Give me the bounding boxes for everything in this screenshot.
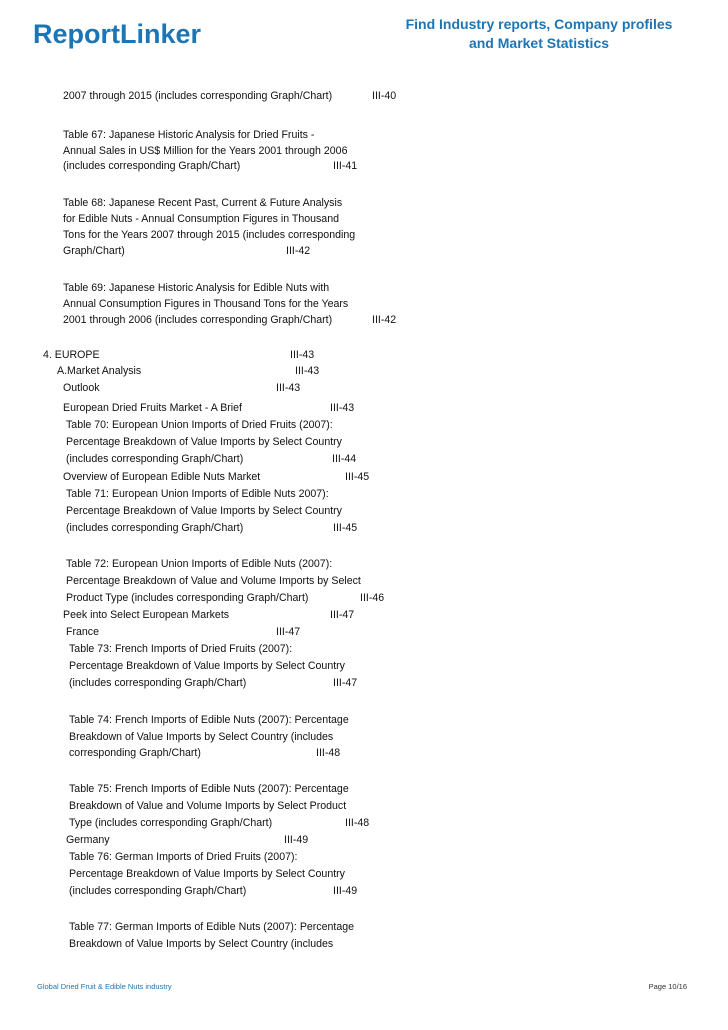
toc-entry-text: for Edible Nuts - Annual Consumption Figures in Thousand	[63, 213, 339, 225]
toc-entry-text: Breakdown of Value Imports by Select Country (includes	[69, 731, 334, 743]
toc-entry-page: III-49	[333, 885, 358, 897]
toc-entry-text: Percentage Breakdown of Value and Volume Imports by Select	[66, 575, 361, 587]
toc-entry-text: Breakdown of Value Imports by Select Country (includes	[69, 938, 334, 950]
toc-entry-page: III-42	[286, 245, 311, 257]
toc-entry-page: III-43	[295, 365, 320, 377]
footer-report-title[interactable]: Global Dried Fruit & Edible Nuts industry	[37, 982, 172, 991]
toc-entry-page: III-44	[332, 453, 357, 465]
toc-entry-text: Type (includes corresponding Graph/Chart)	[69, 817, 273, 829]
tagline-line-1: Find Industry reports, Company profiles	[405, 16, 673, 32]
toc-entry-page: III-40	[372, 90, 397, 102]
toc-entry-text: (includes corresponding Graph/Chart)	[63, 160, 241, 172]
toc-entry-page: III-42	[372, 314, 397, 326]
toc-entry-text: (includes corresponding Graph/Chart)	[69, 677, 247, 689]
toc-entry-text: corresponding Graph/Chart)	[69, 747, 201, 759]
toc-entry-page: III-47	[276, 626, 301, 638]
toc-entry-text: Percentage Breakdown of Value Imports by Select Country	[69, 868, 345, 880]
toc-entry-page: III-46	[360, 592, 385, 604]
toc-entry-text: Overview of European Edible Nuts Market	[63, 471, 261, 483]
toc-entry-text: Graph/Chart)	[63, 245, 125, 257]
toc-entry-text: Table 74: French Imports of Edible Nuts (2007): Percentage	[69, 714, 349, 726]
toc-entry-text: European Dried Fruits Market - A Brief	[63, 402, 242, 414]
toc-entry-page: III-43	[276, 382, 301, 394]
toc-entry-page: III-41	[333, 160, 358, 172]
toc-entry-page: III-48	[316, 747, 341, 759]
toc-entry-text: Percentage Breakdown of Value Imports by Select Country	[66, 436, 342, 448]
toc-entry-text: Table 69: Japanese Historic Analysis for Edible Nuts with	[63, 282, 330, 294]
toc-entry-text: Breakdown of Value and Volume Imports by Select Product	[69, 800, 347, 812]
toc-entry-text: Table 70: European Union Imports of Dried Fruits (2007):	[66, 419, 333, 431]
toc-entry-page: III-49	[284, 834, 309, 846]
toc-entry-text: Table 72: European Union Imports of Edible Nuts (2007):	[66, 558, 333, 570]
toc-entry-text: Germany	[66, 834, 110, 846]
brand-logo: ReportLinker	[33, 19, 202, 49]
footer-page-number: Page 10/16	[648, 982, 687, 991]
toc-entry-text: Percentage Breakdown of Value Imports by Select Country	[69, 660, 345, 672]
toc-entry-text: Table 76: German Imports of Dried Fruits (2007):	[69, 851, 298, 863]
toc-entry-text: Annual Consumption Figures in Thousand Tons for the Years	[63, 298, 349, 310]
toc-entry-page: III-43	[330, 402, 355, 414]
toc-entry-page: III-48	[345, 817, 370, 829]
toc-entry-text: Table 68: Japanese Recent Past, Current & Future Analysis	[63, 197, 343, 209]
toc-entry-text: (includes corresponding Graph/Chart)	[66, 453, 244, 465]
toc-entry-text: Product Type (includes corresponding Graph/Chart)	[66, 592, 309, 604]
toc-entry-text: France	[66, 626, 99, 638]
toc-entry-page: III-45	[345, 471, 370, 483]
toc-entry-text: (includes corresponding Graph/Chart)	[69, 885, 247, 897]
toc-entry-page: III-47	[333, 677, 358, 689]
toc-entry-text: 2001 through 2006 (includes corresponding Graph/Chart)	[63, 314, 333, 326]
toc-entry-text: Annual Sales in US$ Million for the Years 2001 through 2006	[63, 145, 348, 157]
toc-entry-text: Tons for the Years 2007 through 2015 (includes corresponding	[63, 229, 356, 241]
toc-entry-page: III-45	[333, 522, 358, 534]
toc-entry-text: Table 67: Japanese Historic Analysis for Dried Fruits -	[63, 129, 315, 141]
toc-entry-text: Table 75: French Imports of Edible Nuts (2007): Percentage	[69, 783, 349, 795]
toc-entry-text: Table 77: German Imports of Edible Nuts (2007): Percentage	[69, 921, 355, 933]
tagline-line-2: and Market Statistics	[468, 35, 610, 51]
toc-entry-page: III-43	[290, 349, 315, 361]
toc-entry-text: Table 71: European Union Imports of Edible Nuts 2007):	[66, 488, 329, 500]
toc-entry-text: (includes corresponding Graph/Chart)	[66, 522, 244, 534]
toc-entry-text: Outlook	[63, 382, 100, 394]
toc-entry-text: 2007 through 2015 (includes corresponding Graph/Chart)	[63, 90, 333, 102]
toc-entry-text: 4. EUROPE	[43, 349, 100, 361]
toc-entry-text: Table 73: French Imports of Dried Fruits (2007):	[69, 643, 293, 655]
toc-entry-text: A.Market Analysis	[57, 365, 142, 377]
toc-entry-page: III-47	[330, 609, 355, 621]
toc-entry-text: Peek into Select European Markets	[63, 609, 230, 621]
toc-entry-text: Percentage Breakdown of Value Imports by Select Country	[66, 505, 342, 517]
